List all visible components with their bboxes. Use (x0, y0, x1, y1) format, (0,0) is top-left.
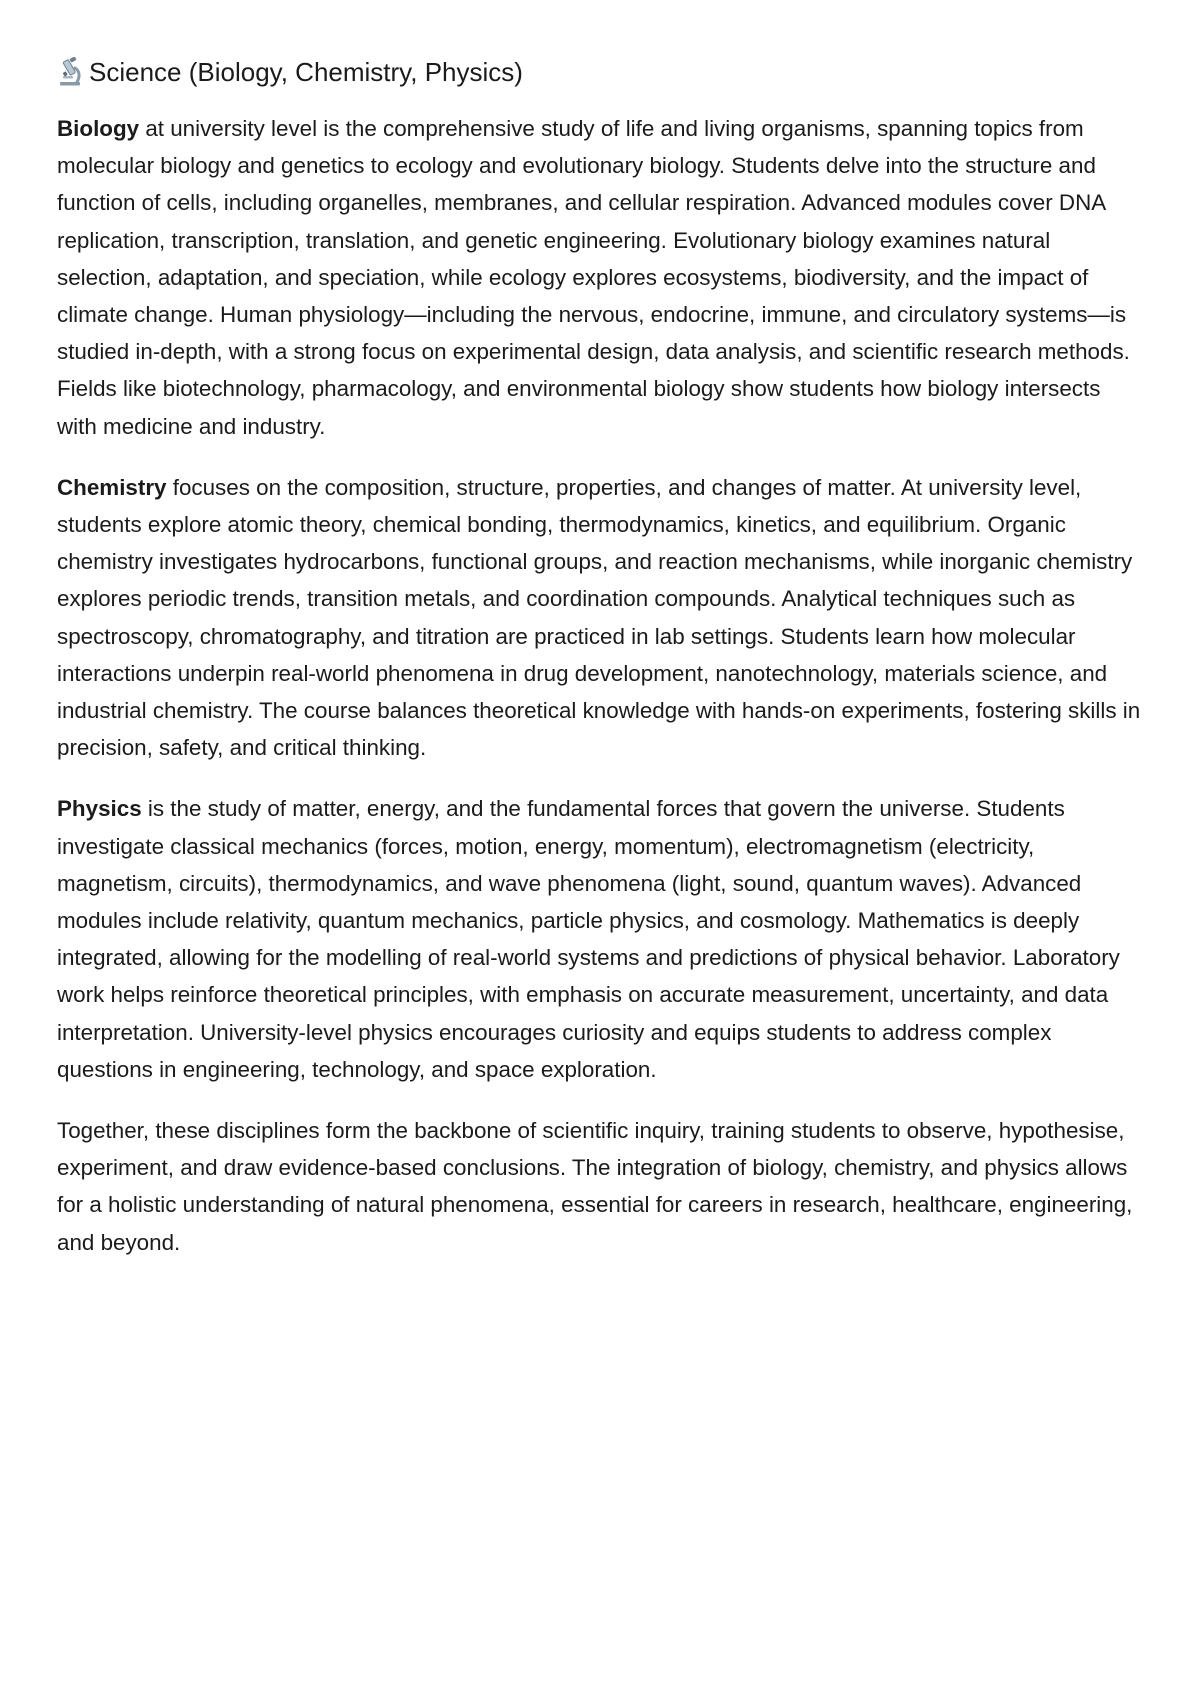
paragraph-chemistry (57, 469, 1144, 767)
page-title (57, 54, 1144, 90)
microscope-icon (57, 57, 85, 87)
paragraph-biology (57, 110, 1144, 445)
paragraph-lead: Chemistry (57, 474, 167, 500)
paragraph-body: Together, these disciplines form the backbone of scientific inquiry, training students to observe, hypothesise, experiment, and draw evidence-based conclusions. The integration of biology, chemistry, and physics allows for a holistic understanding of natural phenomena, essential for careers in research, healthcare, engineering, and beyond. (57, 1118, 1133, 1255)
paragraph-body: focuses on the composition, structure, properties, and changes of matter. At university level, students explore atomic theory, chemical bonding, thermodynamics, kinetics, and equilibrium. Organic chemistry investigates hydrocarbons, functional groups, and reaction mechanisms, while inorganic chemistry explores periodic trends, transition metals, and coordination compounds. Analytical techniques such as spectroscopy, chromatography, and titration are practiced in lab settings. Students learn how molecular interactions underpin real-world phenomena in drug development, nanotechnology, materials science, and industrial chemistry. The course balances theoretical knowledge with hands-on experiments, fostering skills in precision, safety, and critical thinking. (57, 474, 1141, 761)
paragraph-lead: Physics (57, 796, 142, 822)
paragraph-lead: Biology (57, 116, 140, 141)
paragraph-physics (57, 790, 1144, 1088)
paragraph-body: at university level is the comprehensive study of life and living organisms, spanning topics from molecular biology and genetics to ecology and evolutionary biology. Students delve into the structure and function of cells, including organelles, membranes, and cellular respiration. Advanced modules cover DNA replication, transcription, translation, and genetic engineering. Evolutionary biology examines natural selection, adaptation, and speciation, while ecology explores ecosystems, biodiversity, and the impact of climate change. Human physiology—including the nervous, endocrine, immune, and circulatory systems—is studied in-depth, with a strong focus on experimental design, data analysis, and scientific research methods. Fields like biotechnology, pharmacology, and environmental biology show students how biology intersects with medicine and industry. (57, 116, 1130, 439)
paragraph-conclusion (57, 1112, 1144, 1261)
page-title-text: Science (Biology, Chemistry, Physics) (89, 57, 523, 87)
paragraph-body: is the study of matter, energy, and the fundamental forces that govern the universe. Students investigate classical mechanics (forces, motion, energy, momentum), electromagnetism (electricity, magnetism, circuits), thermodynamics, and wave phenomena (light, sound, quantum waves). Advanced modules include relativity, quantum mechanics, particle physics, and cosmology. Mathematics is deeply integrated, allowing for the modelling of real-world systems and predictions of physical behavior. Laboratory work helps reinforce theoretical principles, with emphasis on accurate measurement, uncertainty, and data interpretation. University-level physics encourages curiosity and equips students to address complex questions in engineering, technology, and space exploration. (57, 796, 1120, 1082)
